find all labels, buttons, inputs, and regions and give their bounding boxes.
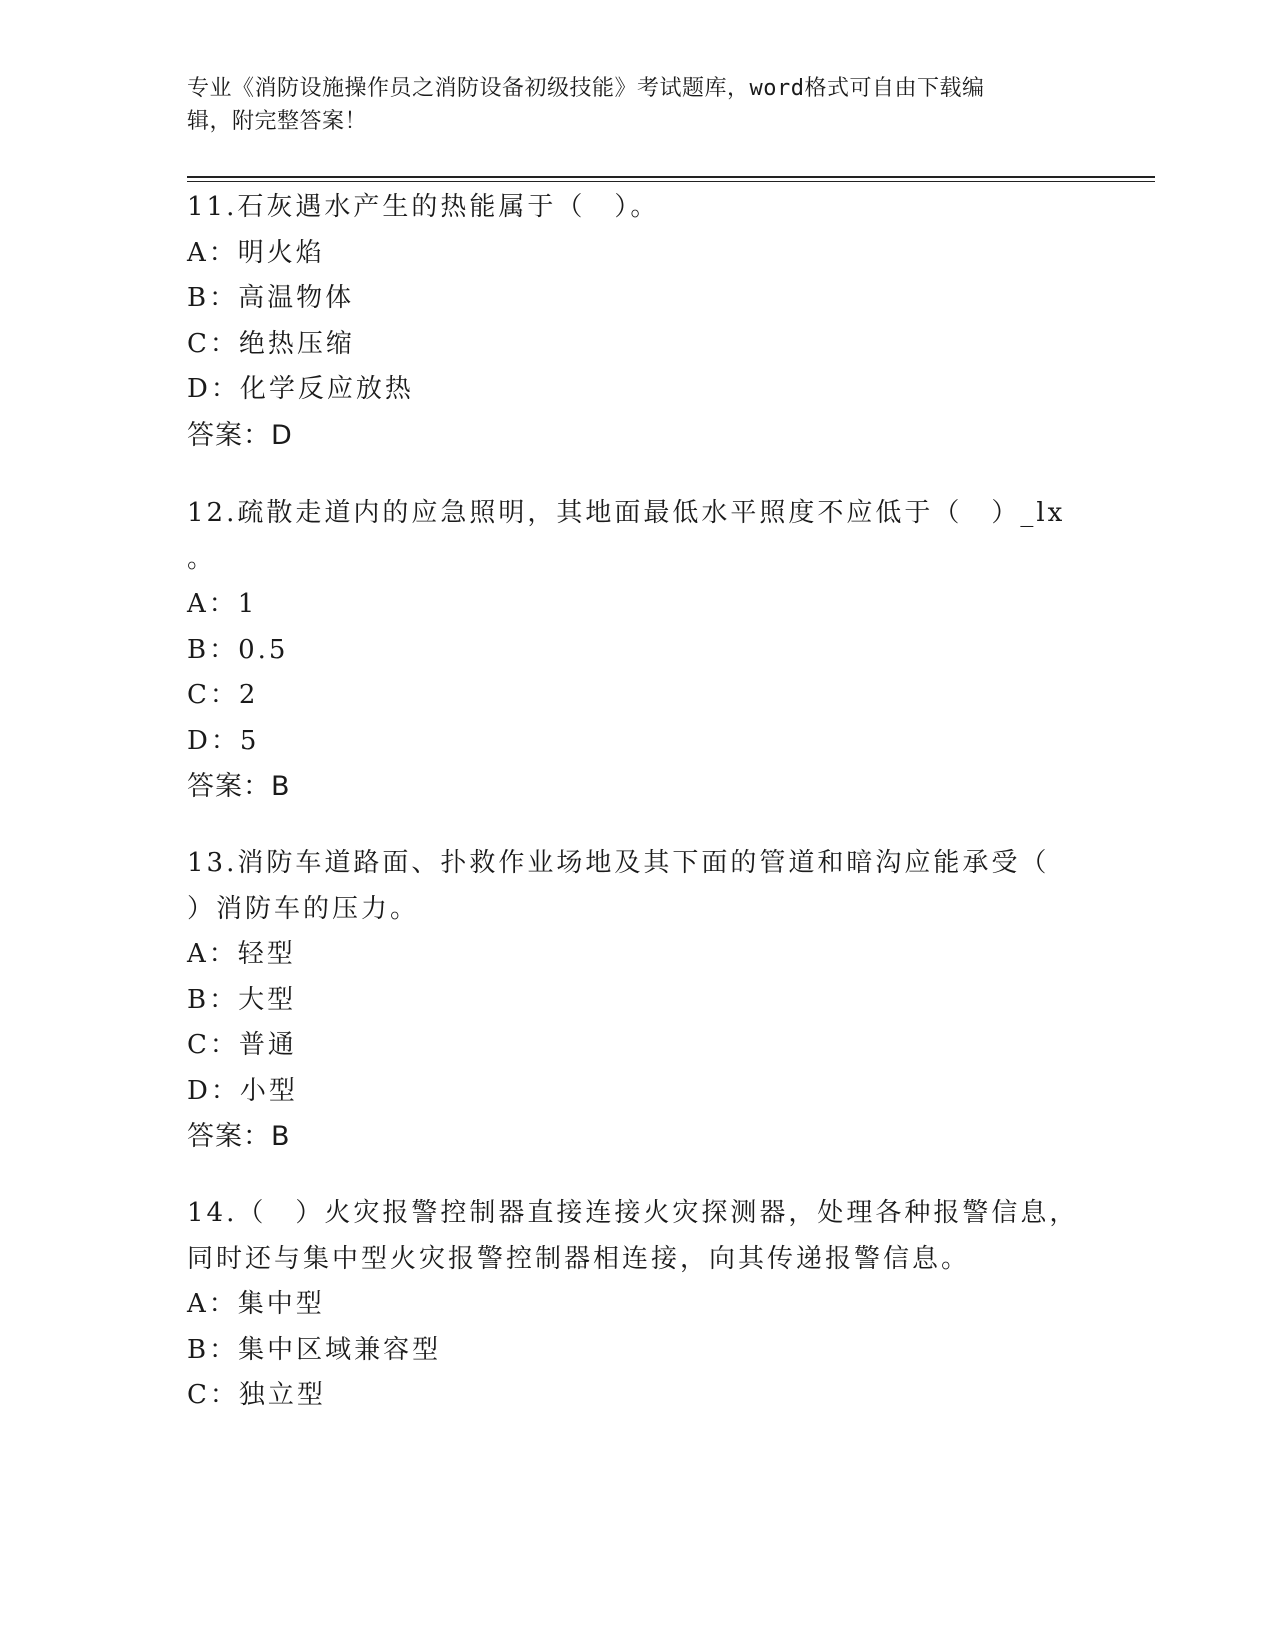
header-divider-thick [187,176,1155,178]
header-line-2: 辑，附完整答案！ [187,109,368,134]
option-c: C：2 [187,680,259,710]
option-b: B：0.5 [187,634,289,665]
option-b: B：高温物体 [187,283,355,313]
option-d: D：化学反应放热 [187,374,414,404]
question-stem: 11.石灰遇水产生的热能属于（ ）。 [187,192,660,222]
option-d: D：5 [187,725,260,756]
question-stem-cont: 。 [187,543,217,574]
question-12 [187,491,1066,810]
option-a: A：轻型 [187,939,296,969]
answer-line: 答案：D [187,419,293,451]
question-stem-cont: ）消防车的压力。 [187,893,420,924]
option-a: A：集中型 [187,1289,325,1319]
question-stem: 14.（ ）火灾报警控制器直接连接火灾探测器，处理各种报警信息， [187,1198,1079,1228]
question-stem: 13.消防车道路面、扑救作业场地及其下面的管道和暗沟应能承受（ [187,848,1050,878]
option-c: C：普通 [187,1030,297,1060]
option-c: C：独立型 [187,1380,326,1410]
option-a: A：明火焰 [187,237,325,268]
question-11 [187,185,1057,458]
answer-line: 答案：B [187,1121,291,1152]
document-header [187,72,1067,138]
header-line-1: 专业《消防设施操作员之消防设备初级技能》考试题库，word格式可自由下载编 [187,76,985,101]
option-b: B：集中区域兼容型 [187,1334,442,1365]
option-d: D：小型 [187,1075,298,1106]
question-stem: 12.疏散走道内的应急照明，其地面最低水平照度不应低于（ ）_lx [187,498,1066,528]
option-c: C：绝热压缩 [187,328,355,359]
option-a: A：1 [187,589,258,619]
answer-line: 答案：B [187,771,291,802]
option-b: B：大型 [187,984,297,1015]
question-13 [187,841,1057,1160]
question-stem-cont: 同时还与集中型火灾报警控制器相连接，向其传递报警信息。 [187,1243,971,1274]
question-14 [187,1191,1079,1419]
header-divider-thin [187,181,1155,182]
